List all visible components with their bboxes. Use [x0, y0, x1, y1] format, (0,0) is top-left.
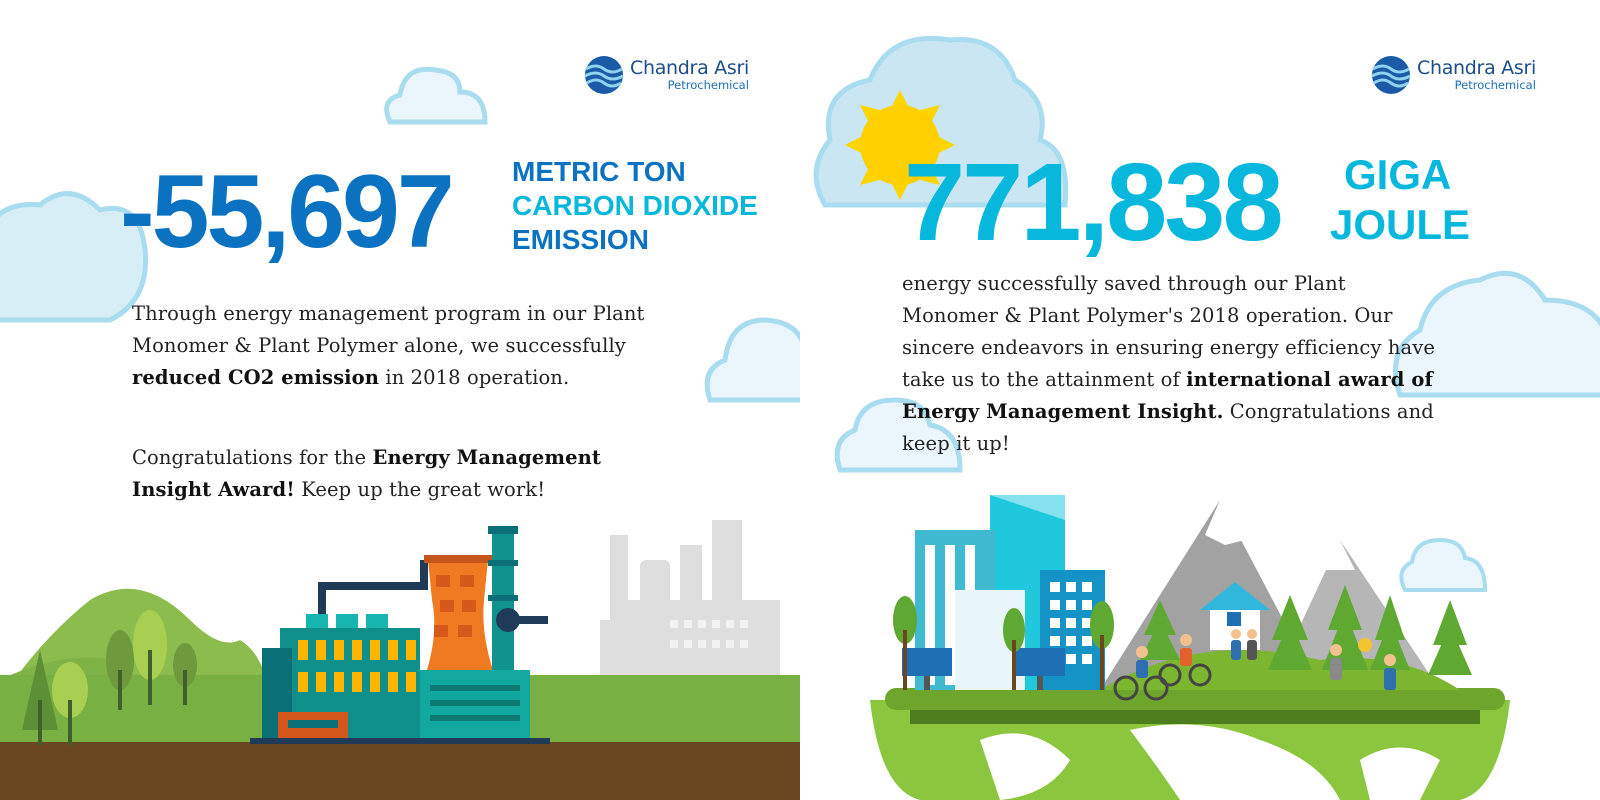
- congrats-text-1: Congratulations for the: [132, 446, 373, 469]
- unit-line-2: JOULE: [1330, 200, 1471, 248]
- unit-line-1: METRIC TON: [512, 156, 686, 187]
- co2-reduction-number: -55,697: [120, 154, 452, 270]
- cloud-icon: [387, 69, 485, 122]
- logo-subtitle: Petrochemical: [667, 77, 749, 92]
- energy-unit-label: [1330, 150, 1470, 249]
- co2-description-text-2: in 2018 operation.: [379, 366, 570, 389]
- cloud-icon: [1401, 540, 1485, 590]
- co2-unit-label: [512, 155, 758, 257]
- co2-description-text-1: Through energy management program in our Plant Monomer & Plant Polymer alone, we successfully: [132, 302, 645, 357]
- right-panel: [800, 0, 1600, 800]
- award-name-bold: Energy Management Insight Award!: [132, 446, 601, 501]
- unit-line-1: GIGA: [1344, 151, 1452, 198]
- energy-description-text-1: energy successfully saved through our Plant Monomer & Plant Polymer's 2018 operation. Our sincere endeavors in ensuring energy efficiency have take us to the attainment of: [902, 272, 1436, 391]
- wave-globe-icon: [1371, 55, 1411, 95]
- logo-subtitle: Petrochemical: [1454, 77, 1536, 92]
- refinery-silhouette: [600, 520, 780, 675]
- logo-name: Chandra Asri: [1417, 56, 1536, 79]
- logo-name: Chandra Asri: [630, 56, 749, 79]
- co2-description: [132, 298, 652, 394]
- energy-description-text-2: Congratulations and keep it up!: [902, 400, 1434, 455]
- wave-globe-icon: [584, 55, 624, 95]
- congrats-text-2: Keep up the great work!: [294, 478, 546, 501]
- energy-description: [902, 268, 1442, 460]
- factory-icon: [250, 526, 550, 744]
- energy-description-bold: international award of Energy Management Insight.: [902, 368, 1433, 423]
- company-logo: [1371, 55, 1536, 95]
- company-logo: [584, 55, 749, 95]
- cloud-icon: [707, 320, 800, 400]
- unit-line-2: CARBON DIOXIDE: [512, 190, 758, 222]
- energy-saved-number: 771,838: [904, 141, 1281, 264]
- congratulations-text: [132, 442, 667, 506]
- co2-description-bold: reduced CO2 emission: [132, 366, 380, 389]
- unit-line-3: EMISSION: [512, 224, 649, 256]
